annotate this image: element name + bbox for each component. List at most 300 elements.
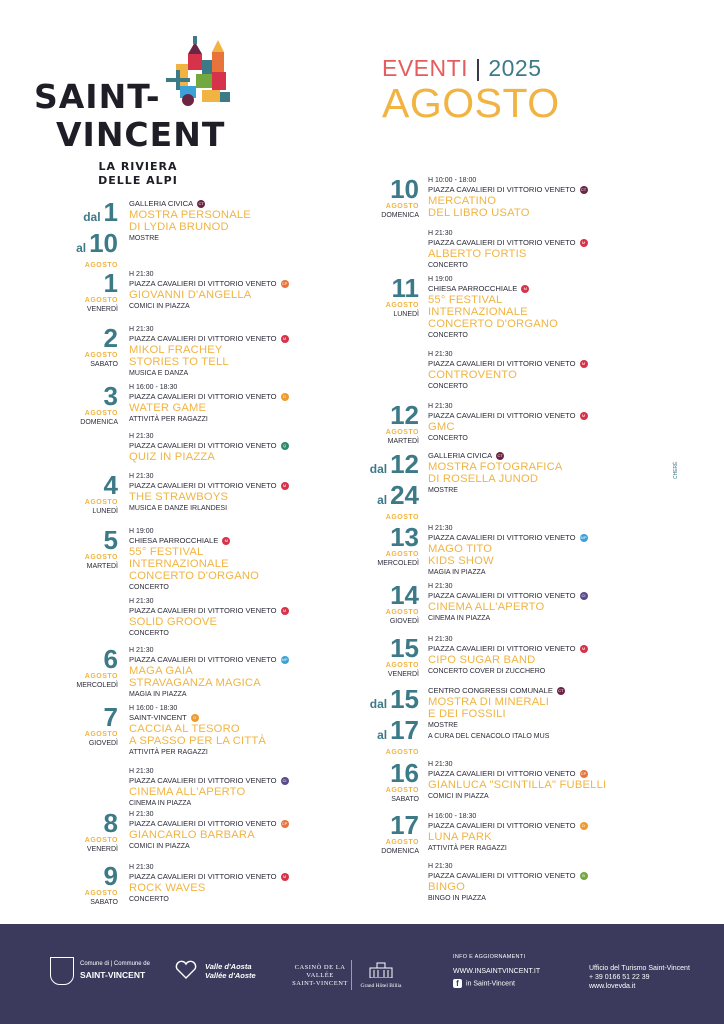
event-title: CONTROVENTO — [428, 369, 518, 381]
event-info — [428, 812, 628, 854]
month-label: AGOSTO — [84, 410, 118, 417]
category-badge-icon: Q — [281, 442, 289, 450]
eventi-label: EVENTI — [382, 55, 469, 81]
category-badge-icon: M — [281, 482, 289, 490]
category-badge-icon: CT — [497, 453, 503, 458]
event-info — [428, 451, 628, 496]
event-info — [129, 432, 329, 463]
event-venue — [129, 279, 329, 289]
event-info — [129, 597, 329, 639]
event-info — [428, 402, 628, 444]
event-title: MAGO TITO KIDS SHOW — [428, 543, 494, 567]
event-date — [301, 451, 419, 522]
event-venue — [129, 872, 329, 882]
start-day: 15 — [390, 684, 419, 714]
event-info — [428, 686, 628, 742]
event-category: CONCERTO — [129, 630, 169, 637]
event-time: H 21:30 — [129, 647, 154, 654]
category-badge-icon: CP — [580, 771, 587, 776]
weekday-label: VENERDÌ — [387, 671, 419, 678]
event-category: CONCERTO — [129, 584, 169, 591]
month-label: AGOSTO — [385, 551, 419, 558]
logo-tagline: LA RIVIERA DELLE ALPI — [98, 160, 178, 187]
category-badge-icon: M — [580, 645, 588, 653]
event-category: COMICI IN PIAZZA — [129, 303, 190, 310]
event-time: H 21:30 — [129, 768, 154, 775]
day-number: 11 — [391, 273, 419, 303]
comune-line2: SAINT-VINCENT — [80, 970, 146, 980]
event-venue — [129, 655, 329, 665]
event-date — [0, 270, 118, 315]
venue-name: PIAZZA CAVALIERI DI VITTORIO VENETO — [428, 644, 576, 653]
category-badge-icon: D — [281, 393, 289, 401]
event-category: COMICI IN PIAZZA — [428, 793, 489, 800]
logo-line2: VINCENT — [56, 115, 226, 154]
casino-logo — [290, 964, 350, 988]
event-title: LUNA PARK — [428, 831, 492, 843]
event-title: SOLID GROOVE — [129, 616, 218, 628]
day-number: 16 — [390, 758, 419, 788]
event-category: CONCERTO COVER DI ZUCCHERO — [428, 668, 546, 675]
weekday-label: DOMENICA — [381, 848, 419, 855]
side-logo-mark: CHERÈ — [673, 461, 679, 479]
event-category: MOSTRE — [428, 722, 458, 729]
day-number: 5 — [103, 525, 118, 555]
category-badge-icon: CT — [558, 688, 564, 693]
event-venue — [428, 359, 628, 369]
weekday-label: GIOVEDÌ — [389, 618, 419, 625]
event-date — [0, 863, 118, 908]
event-category: MOSTRE — [428, 487, 458, 494]
weekday-label: MERCOLEDÌ — [76, 682, 118, 689]
weekday-label: DOMENICA — [80, 419, 118, 426]
event-time: H 21:30 — [428, 863, 453, 870]
day-number: 7 — [103, 702, 118, 732]
start-day: 12 — [390, 449, 419, 479]
event-time: H 21:30 — [428, 636, 453, 643]
info-title: INFO E AGGIORNAMENTI — [453, 954, 526, 960]
comune-line1: Comune di | Commune de — [80, 961, 150, 967]
event-time: H 21:30 — [428, 761, 453, 768]
event-time: H 16:00 - 18:30 — [129, 384, 178, 391]
venue-name: PIAZZA CAVALIERI DI VITTORIO VENETO — [129, 392, 277, 401]
category-badge-icon: D — [580, 822, 588, 830]
day-number: 2 — [103, 323, 118, 353]
event-category: MAGIA IN PIAZZA — [428, 569, 486, 576]
month-label: AGOSTO — [385, 839, 419, 846]
category-badge-icon: M — [281, 873, 289, 881]
event-info — [428, 582, 628, 624]
weekday-label: LUNEDÌ — [393, 311, 419, 318]
info-block — [453, 953, 573, 989]
event-title: GIOVANNI D'ANGELLA — [129, 289, 252, 301]
event-time: H 21:30 — [428, 230, 453, 237]
event-time: H 21:30 — [129, 326, 154, 333]
event-category: MUSICA E DANZA — [129, 370, 189, 377]
event-time: H 19:00 — [428, 276, 453, 283]
weekday-label: LUNEDÌ — [92, 508, 118, 515]
event-info — [129, 863, 329, 905]
category-badge-icon: CP — [281, 281, 288, 286]
weekday-label: VENERDÌ — [86, 306, 118, 313]
event-venue — [129, 819, 329, 829]
event-time: H 21:30 — [129, 811, 154, 818]
month-label: AGOSTO — [84, 731, 118, 738]
month-label: AGOSTO — [84, 554, 118, 561]
event-venue — [428, 411, 628, 421]
event-category: COMICI IN PIAZZA — [129, 843, 190, 850]
event-venue — [428, 591, 628, 601]
day-number: 9 — [103, 861, 118, 891]
event-category: CONCERTO — [428, 435, 468, 442]
facebook-link[interactable] — [453, 979, 573, 989]
event-category: MAGIA IN PIAZZA — [129, 691, 187, 698]
event-date — [301, 524, 419, 569]
venue-name: PIAZZA CAVALIERI DI VITTORIO VENETO — [428, 359, 576, 368]
category-badge-icon: CT — [198, 201, 204, 206]
al-label: al — [377, 493, 388, 507]
event-title: CINEMA ALL'APERTO — [428, 601, 545, 613]
event-time: H 21:30 — [428, 525, 453, 532]
venue-name: PIAZZA CAVALIERI DI VITTORIO VENETO — [129, 334, 277, 343]
category-badge-icon: MP — [580, 535, 587, 540]
event-info — [428, 524, 628, 578]
category-badge-icon: CI — [581, 593, 586, 598]
date-range-start — [0, 199, 118, 230]
event-title: 55° FESTIVAL INTERNAZIONALE CONCERTO D'ORGANO — [428, 294, 559, 330]
weekday-label: MARTEDÌ — [86, 563, 118, 570]
event-venue — [129, 776, 329, 786]
category-badge-icon: M — [580, 412, 588, 420]
vda-line2: Vallée d'Aoste — [205, 971, 256, 980]
event-time: H 21:30 — [428, 403, 453, 410]
comune-logo — [50, 957, 170, 987]
venue-name: CENTRO CONGRESSI COMUNALE — [428, 686, 553, 695]
tourism-office — [589, 964, 714, 991]
event-venue — [428, 769, 628, 779]
event-category: ATTIVITÀ PER RAGAZZI — [428, 845, 507, 852]
facebook-icon: f — [453, 979, 462, 988]
event-title: MAGA GAIA STRAVAGANZA MAGICA — [129, 665, 261, 689]
event-info — [129, 270, 329, 312]
event-venue — [129, 481, 329, 491]
month-label: AGOSTO — [84, 499, 118, 506]
event-venue — [129, 334, 329, 344]
category-badge-icon: M — [580, 239, 588, 247]
venue-name: PIAZZA CAVALIERI DI VITTORIO VENETO — [129, 655, 277, 664]
weekday-label: VENERDÌ — [86, 846, 118, 853]
category-badge-icon: MP — [281, 657, 288, 662]
event-title: MOSTRA FOTOGRAFICA DI ROSELLA JUNOD — [428, 461, 563, 485]
date-range-start — [301, 451, 419, 482]
event-date — [0, 472, 118, 517]
dal-label: dal — [83, 210, 101, 224]
month-label: AGOSTO — [84, 890, 118, 897]
event-venue — [129, 606, 329, 616]
month-label: AGOSTO — [385, 749, 419, 756]
event-date — [0, 383, 118, 428]
event-title: CACCIA AL TESORO A SPASSO PER LA CITTÀ — [129, 723, 267, 747]
dal-label: dal — [369, 697, 388, 711]
venue-name: PIAZZA CAVALIERI DI VITTORIO VENETO — [428, 871, 576, 880]
event-time: H 21:30 — [428, 351, 453, 358]
event-title: GIANCARLO BARBARA — [129, 829, 255, 841]
event-title: CIPO SUGAR BAND — [428, 654, 536, 666]
event-info — [129, 199, 329, 244]
event-info — [428, 275, 628, 341]
month-label: AGOSTO — [385, 787, 419, 794]
footer-divider — [351, 960, 352, 990]
venue-name: CHIESA PARROCCHIALE — [428, 284, 518, 293]
event-category: BINGO IN PIAZZA — [428, 895, 486, 902]
category-badge-icon: M — [222, 537, 230, 545]
event-category: ATTIVITÀ PER RAGAZZI — [129, 416, 208, 423]
day-number: 15 — [390, 633, 419, 663]
header-line1 — [382, 54, 682, 82]
day-number: 14 — [390, 580, 419, 610]
category-badge-icon: CT — [580, 187, 587, 192]
event-venue — [129, 392, 329, 402]
event-venue — [428, 238, 628, 248]
weekday-label: SABATO — [391, 796, 419, 803]
event-venue — [428, 871, 628, 881]
event-info — [129, 704, 329, 758]
event-time: H 21:30 — [129, 598, 154, 605]
event-date — [301, 275, 419, 320]
category-badge-icon: M — [281, 607, 289, 615]
header-separator: | — [474, 55, 482, 81]
event-date — [0, 199, 118, 270]
event-category: CONCERTO — [428, 383, 468, 390]
venue-name: PIAZZA CAVALIERI DI VITTORIO VENETO — [428, 821, 576, 830]
casino-line2: SAINT-VINCENT — [292, 980, 348, 987]
event-time: H 21:30 — [129, 473, 154, 480]
day-number: 8 — [103, 808, 118, 838]
office-name: Ufficio del Turismo Saint-Vincent — [589, 965, 690, 972]
end-day: 24 — [390, 480, 419, 510]
event-time: H 16:00 - 18:30 — [428, 813, 477, 820]
event-title: ALBERTO FORTIS — [428, 248, 527, 260]
event-date — [301, 635, 419, 680]
end-day: 17 — [390, 715, 419, 745]
month-label: AGOSTO — [385, 514, 419, 521]
category-badge-icon: CP — [281, 821, 288, 826]
category-badge-icon: D — [191, 714, 199, 722]
weekday-label: SABATO — [90, 899, 118, 906]
category-badge-icon: CI — [282, 778, 287, 783]
facebook-label: in Saint-Vincent — [466, 980, 515, 988]
footer-bar — [0, 924, 724, 1024]
month-label: AGOSTO — [84, 352, 118, 359]
event-info — [129, 646, 329, 700]
casino-line1: CASINÒ DE LA VALLÉE — [294, 964, 346, 979]
website-link[interactable]: WWW.INSAINTVINCENT.IT — [453, 968, 541, 975]
crest-icon — [50, 957, 74, 985]
weekday-label: DOMENICA — [381, 212, 419, 219]
weekday-label: MARTEDÌ — [387, 438, 419, 445]
event-info — [428, 760, 628, 802]
category-badge-icon: B — [580, 872, 588, 880]
event-category: MUSICA E DANZE IRLANDESI — [129, 505, 228, 512]
event-date — [0, 704, 118, 749]
venue-name: PIAZZA CAVALIERI DI VITTORIO VENETO — [129, 279, 277, 288]
dal-label: dal — [369, 462, 388, 476]
event-title: WATER GAME — [129, 402, 207, 414]
event-date — [0, 646, 118, 691]
logo-line1: SAINT- — [34, 77, 161, 116]
weekday-label: GIOVEDÌ — [88, 740, 118, 747]
day-number: 17 — [390, 810, 419, 840]
event-date — [0, 527, 118, 572]
event-info — [129, 527, 329, 593]
event-venue — [129, 441, 329, 451]
poster-header — [382, 54, 682, 126]
date-range-end — [0, 230, 118, 261]
event-date — [301, 760, 419, 805]
day-number: 6 — [103, 644, 118, 674]
heart-icon — [175, 960, 197, 980]
office-phone: + 39 0166 51 22 39 — [589, 974, 650, 981]
month-label: AGOSTO — [84, 673, 118, 680]
event-info — [129, 472, 329, 514]
event-time: H 21:30 — [129, 271, 154, 278]
event-category: CINEMA IN PIAZZA — [129, 800, 192, 807]
month-label: AGOSTO — [385, 662, 419, 669]
event-date — [301, 582, 419, 627]
weekday-label: MERCOLEDÌ — [377, 560, 419, 567]
category-badge-icon: M — [281, 335, 289, 343]
event-note: A CURA DEL CENACOLO ITALO MUS — [428, 733, 550, 740]
event-venue — [129, 199, 329, 209]
venue-name: CHIESA PARROCCHIALE — [129, 536, 219, 545]
event-title: CINEMA ALL'APERTO — [129, 786, 246, 798]
event-venue — [428, 686, 628, 696]
grand-hotel-label: Grand Hôtel Billia — [360, 983, 402, 989]
event-info — [428, 862, 628, 904]
month-title: AGOSTO — [382, 80, 560, 126]
venue-name: PIAZZA CAVALIERI DI VITTORIO VENETO — [428, 185, 576, 194]
event-title: QUIZ IN PIAZZA — [129, 451, 216, 463]
day-number: 1 — [103, 268, 118, 298]
venue-name: PIAZZA CAVALIERI DI VITTORIO VENETO — [428, 769, 576, 778]
event-category: CONCERTO — [428, 332, 468, 339]
event-time: H 10:00 - 18:00 — [428, 177, 477, 184]
event-info — [129, 325, 329, 379]
month-label: AGOSTO — [385, 302, 419, 309]
event-info — [129, 810, 329, 852]
event-title: ROCK WAVES — [129, 882, 206, 894]
event-title: MERCATINO DEL LIBRO USATO — [428, 195, 530, 219]
event-info — [428, 229, 628, 271]
start-day: 1 — [103, 197, 118, 227]
event-info — [129, 767, 329, 809]
year-label: 2025 — [488, 55, 542, 81]
event-title: MOSTRA DI MINERALI E DEI FOSSILI — [428, 696, 550, 720]
valle-daosta-logo — [175, 960, 265, 986]
event-venue — [129, 713, 329, 723]
venue-name: PIAZZA CAVALIERI DI VITTORIO VENETO — [129, 776, 277, 785]
event-title: 55° FESTIVAL INTERNAZIONALE CONCERTO D'ORGANO — [129, 546, 260, 582]
event-category: CINEMA IN PIAZZA — [428, 615, 491, 622]
event-title: MIKOL FRACHEY STORIES TO TELL — [129, 344, 229, 368]
venue-name: PIAZZA CAVALIERI DI VITTORIO VENETO — [428, 533, 576, 542]
hotel-building-icon — [368, 962, 394, 978]
month-label: AGOSTO — [84, 297, 118, 304]
event-info — [428, 176, 628, 219]
event-category: CONCERTO — [428, 262, 468, 269]
event-time: H 16:00 - 18:30 — [129, 705, 178, 712]
grand-hotel-logo — [356, 962, 406, 990]
event-category: CONCERTO — [129, 896, 169, 903]
event-venue — [428, 451, 628, 461]
event-time: H 19:00 — [129, 528, 154, 535]
venue-name: PIAZZA CAVALIERI DI VITTORIO VENETO — [129, 872, 277, 881]
event-venue — [129, 536, 329, 546]
event-venue — [428, 644, 628, 654]
event-info — [129, 383, 329, 425]
event-date — [301, 176, 419, 221]
event-time: H 21:30 — [129, 864, 154, 871]
event-time: H 21:30 — [129, 433, 154, 440]
day-number: 12 — [390, 400, 419, 430]
venue-name: PIAZZA CAVALIERI DI VITTORIO VENETO — [428, 238, 576, 247]
month-label: AGOSTO — [84, 262, 118, 269]
event-title: BINGO — [428, 881, 466, 893]
date-range-end — [301, 482, 419, 513]
event-date — [301, 402, 419, 447]
date-range-end — [301, 717, 419, 748]
event-title: THE STRAWBOYS — [129, 491, 229, 503]
event-title: GIANLUCA "SCINTILLA" FUBELLI — [428, 779, 607, 791]
al-label: al — [377, 728, 388, 742]
event-title: MOSTRA PERSONALE DI LYDIA BRUNOD — [129, 209, 251, 233]
category-badge-icon: M — [521, 285, 529, 293]
office-web[interactable]: www.lovevda.it — [589, 983, 636, 990]
end-day: 10 — [89, 228, 118, 258]
event-date — [0, 325, 118, 370]
day-number: 3 — [103, 381, 118, 411]
event-date — [301, 686, 419, 757]
weekday-label: SABATO — [90, 361, 118, 368]
venue-name: PIAZZA CAVALIERI DI VITTORIO VENETO — [129, 441, 277, 450]
event-category: MOSTRE — [129, 235, 159, 242]
event-title: GMC — [428, 421, 455, 433]
day-number: 10 — [390, 174, 419, 204]
venue-name: PIAZZA CAVALIERI DI VITTORIO VENETO — [428, 411, 576, 420]
venue-name: PIAZZA CAVALIERI DI VITTORIO VENETO — [129, 819, 277, 828]
category-badge-icon: M — [580, 360, 588, 368]
event-category: ATTIVITÀ PER RAGAZZI — [129, 749, 208, 756]
event-venue — [428, 533, 628, 543]
venue-name: PIAZZA CAVALIERI DI VITTORIO VENETO — [129, 481, 277, 490]
month-label: AGOSTO — [385, 609, 419, 616]
venue-name: PIAZZA CAVALIERI DI VITTORIO VENETO — [129, 606, 277, 615]
venue-name: PIAZZA CAVALIERI DI VITTORIO VENETO — [428, 591, 576, 600]
venue-name: SAINT-VINCENT — [129, 713, 187, 722]
month-label: AGOSTO — [385, 203, 419, 210]
day-number: 13 — [390, 522, 419, 552]
event-venue — [428, 821, 628, 831]
venue-name: GALLERIA CIVICA — [129, 199, 194, 208]
month-label: AGOSTO — [84, 837, 118, 844]
event-time: H 21:30 — [428, 583, 453, 590]
event-date — [0, 810, 118, 855]
saint-vincent-logo — [34, 32, 244, 187]
month-label: AGOSTO — [385, 429, 419, 436]
event-info — [428, 635, 628, 677]
town-mosaic-icon — [162, 34, 242, 114]
al-label: al — [76, 241, 87, 255]
